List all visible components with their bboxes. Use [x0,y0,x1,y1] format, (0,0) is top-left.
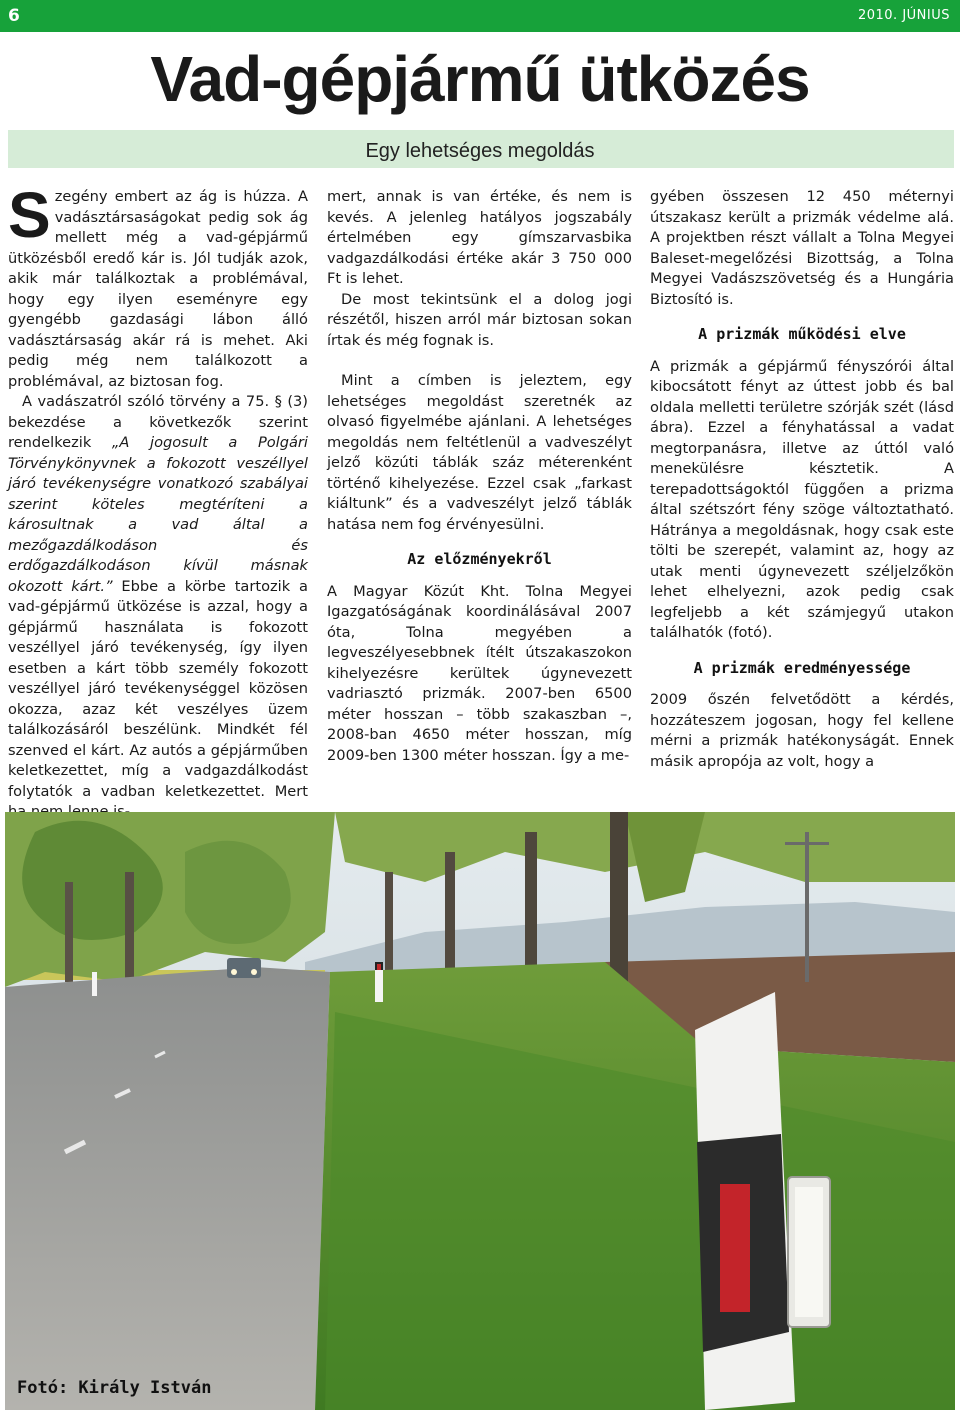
law-quote: „A jogosult a Polgári Törvénykönyvnek a fokozott veszéllyel járó tevékenységre vonatkozó szabályai szerint köteles megtéríteni a károsultnak a vad által a mezőgazdálkodáson és erdőgazdálkodáson kívül másnak okozott kárt.” [8,434,308,595]
paragraph: Mint a címben is jeleztem, egy lehetséges megoldást szeretnék az olvasó figyelmébe ajánlani. A lehetséges megoldás nem feltétlenül a vadveszélyt jelző közúti táblák száz méterenként történő kihelyezése. Ezzel csak „farkast kiáltunk” és a vadveszélyt jelző táblák hatása nem fog érvényesülni. [327,372,632,533]
paragraph: 2009 őszén felvetődött a kérdés, hozzáteszem jogosan, hogy fel kellene mérni a prizmák hatékonyságát. Ennek másik apropója az volt, hogy a [650,691,954,770]
column-3 [650,187,954,772]
paragraph: Szegény embert az ág is húzza. A vadásztársaságokat pedig sok ág mellett még a vad-gépjármű ütközésből eredő kár is. Jól tudják azok, akik már találkoztak a problémával, hogy egy ilyen eseményre egy gyengébb gazdasági lábon álló vadásztársaság akár rá is mehet. Aki pedig még nem találkozott a problémával, az biztosan fog. [8,179,308,390]
article-subtitle: Egy lehetséges megoldás [365,140,595,162]
page-number: 6 [8,6,20,26]
section-heading: A prizmák működési elve [698,325,906,343]
paragraph: A Magyar Közút Kht. Tolna Megyei Igazgatóságának koordinálásával 2007 óta, Tolna megyében a legveszélyesebbnek ítélt útszakaszokon kihelyezésre kerültek úgynevezett vadriasztó prizmák. 2007-ben 6500 méter hosszan – több szakaszban –, 2008-ban 4650 méter hosszan, míg 2009-ben 1300 méter hosszan. Így a me- [327,582,632,764]
header-bar [0,0,960,32]
paragraph: A prizmák a gépjármű fényszórói által kibocsátott fényt az úttest jobb és bal oldala melletti területre szórják szét (lásd ábra). Ezzel a fényhatással a vadat megtorpanásra, illetve az úttól való menekülésre késztetik. A terepadottságoktól függően a prizma által szétszórt fény szöge változtatható. Hátránya a megoldásnak, hogy csak este tölti be szerepét, valamint az, hogy az utak menti úgynevezett széljelzőkön lehet elhelyezni, azok pedig csak legfeljebb a két számjegyű utakon találhatók (fotó). [650,357,954,641]
road-scene-illustration [5,812,955,1410]
photo-credit: Fotó: Király István [17,1378,212,1398]
column-1 [8,179,308,823]
section-heading: A prizmák eredményessége [693,658,911,677]
paragraph: mert, annak is van értéke, és nem is kevés. A jelenleg hatályos jogszabály értelmében egy gímszarvasbika vadgazdálkodási értéke akár 3 750 000 Ft is lehet. [327,188,632,287]
road-photo [5,812,955,1410]
article-title: Vad-gépjármű ütközés [150,43,810,115]
issue-date: 2010. JÚNIUS [857,8,950,23]
drop-cap: S [8,179,51,251]
column-2 [327,187,632,766]
section-heading: Az előzményekről [407,550,552,568]
paragraph: De most tekintsünk el a dolog jogi részétől, hiszen arról már biztosan sokan írtak és még fognak is. [327,290,632,349]
paragraph: gyében összesen 12 450 méternyi útszakasz került a prizmák védelme alá. A projektben részt vállalt a Tolna Megyei Baleset-megelőzési Bizottság, a Tolna Megyei Vadászszövetség és a Hungária Biztosító is. [650,188,954,308]
paragraph: A vadászatról szóló törvény a 75. § (3) bekezdése a következők szerint rendelkezik „A jogosult a Polgári Törvénykönyvnek a fokozott veszéllyel járó tevékenységre vonatkozó szabályai szerint köteles megtéríteni a károsultnak a vad által a mezőgazdálkodáson és erdőgazdálkodáson kívül másnak okozott kárt.” Ebbe a körbe tartozik a vad-gépjármű ütközése is azzal, hogy a gépjármű használata is fokozott veszéllyel járó tevékenység, így ilyen esetben a kárt több személy fokozott veszéllyel járó tevékenységgel közösen okozza, azaz két veszélyes üzem találkozásáról beszélünk. Mindkét fél szenved el kárt. Az autós a gépjárműben keletkezettet, míg a vadgazdálkodást folytatók a vadban keletkezettet. Mert [8,393,308,800]
